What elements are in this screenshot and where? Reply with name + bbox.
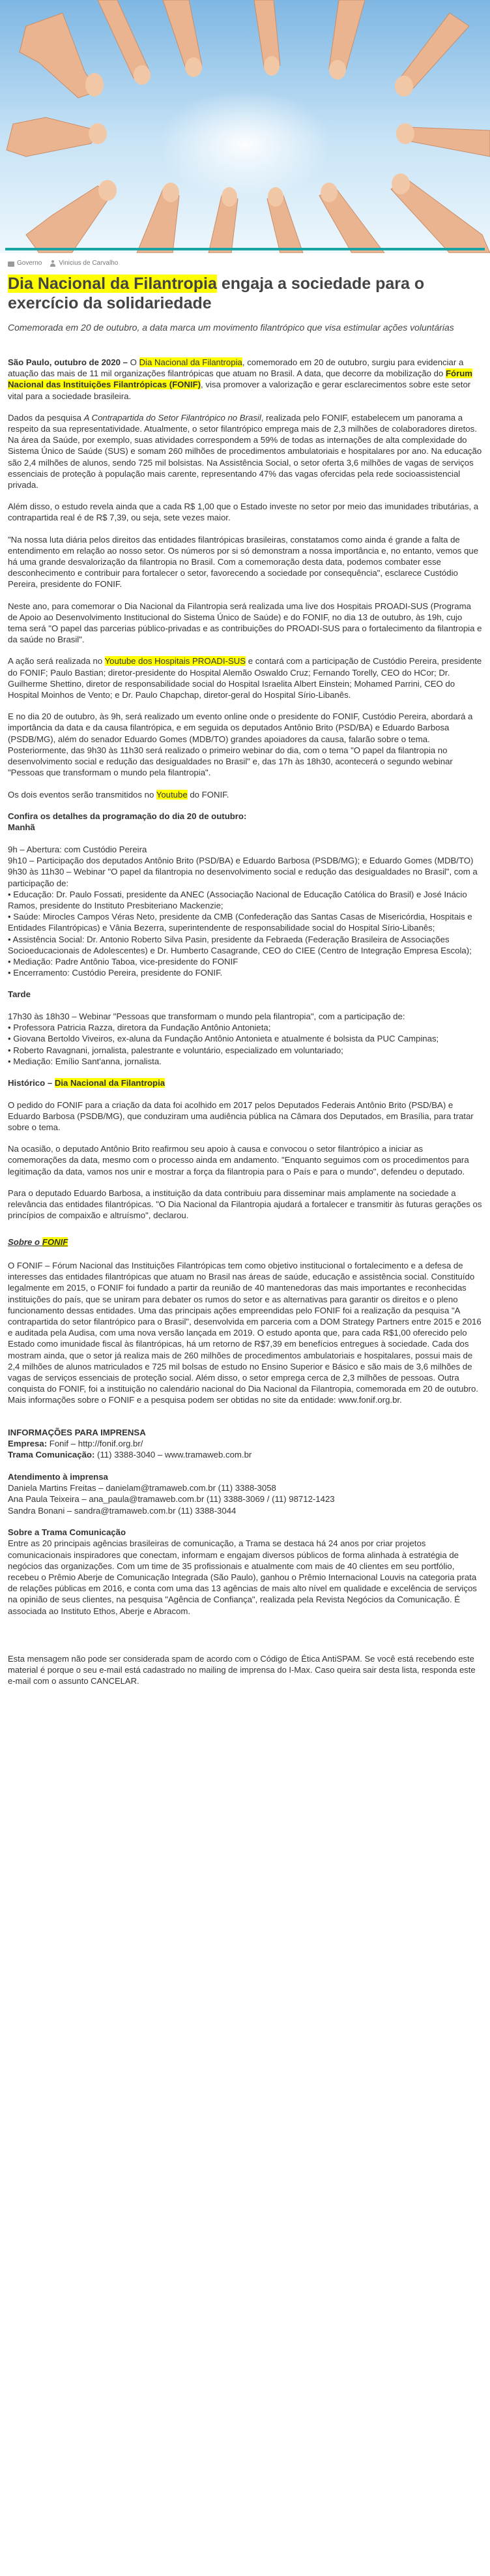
label: Empresa: <box>8 1439 48 1449</box>
schedule-item: • Educação: Dr. Paulo Fossati, presidente da ANEC (Associação Nacional de Educação Católica do Brasil) e José Inácio Ramos, presidente do Instituto Presbiteriano Mackenzie; <box>8 889 467 910</box>
afternoon-schedule <box>8 1011 482 1067</box>
value: Fonif – http://fonif.org.br/ <box>47 1439 143 1449</box>
about-title <box>8 1236 482 1248</box>
text: A ação será realizada no <box>8 656 105 666</box>
paragraph-quote: "Na nossa luta diária pelos direitos das entidades filantrópicas brasileiras, constatamos como ainda é grande a falta de entendimento em relação ao nosso setor. Os números por si só demonstram a nossa importância e, no entanto, vemos que há uma grande desvalorização da filantropia no Brasil. Com a comemoração desta data, podemos combater esse desconhecimento e contribuir para fortalecer o setor, favorecendo a sociedade por consequência", esclarece Custódio Pereira, presidente do FONIF. <box>8 534 479 590</box>
schedule-item: • Mediação: Emílio Sant'anna, jornalista. <box>8 1056 162 1066</box>
paragraph-intro <box>8 357 482 402</box>
hands-circle-illustration <box>0 0 490 253</box>
about-paragraph: O FONIF – Fórum Nacional das Instituições Filantrópicas tem como objetivo institucional o fortalecimento e a defesa de interesses das entidades filantrópicas que atuam no Brasil nas áreas de saúde, educação e assistência social. Constituído legalmente em 2015, o FONIF foi fundado a partir da reunião de 40 mantenedoras das mais importantes e reconhecidas instituições do país, que se uniram para debater os rumos do setor e as alternativas para garantir os direitos e o pleno funcionamento dessas entidades. Uma das principais ações empreendidas pelo FONIF foi a realização da pesquisa "A contrapartida do setor filantrópico para o Brasil", desenvolvida em parceria com a DOM Strategy Partners entre 2015 e 2016 e auditada pela Audisa, com uma nova versão lançada em 2019. O estudo aponta que, para cada R$1,00 oferecido pelo Estado como imunidade fiscal às filantrópicas, há um retorno de R$7,39 em benefícios entregues à sociedade. Cada dos mostram ainda, que o setor já realiza mais de 260 milhões de procedimentos ambulatoriais e hospitalares, possui mais de 2,4 milhões de alunos matriculados e 725 mil bolsas de estudo no Ensino Superior e Básico e são mais de 3,6 milhões de vagas de serviços essenciais de proteção social. Além disso, o setor emprega cerca de 2,3 milhões de pessoas. Outra conquista do FONIF, foi a instituição no calendário nacional do Dia Nacional da Filantropia, comemorada em 20 de outubro. Mais informações sobre o FONIF e a pesquisa podem ser obtidas no site da entidade: www.fonif.org.br. <box>8 1260 482 1405</box>
text: do FONIF. <box>187 789 229 800</box>
highlight: Dia Nacional da Filantropia <box>54 1077 166 1088</box>
text: , visa promover a valorização e gerar esclarecimentos sobre este setor vital para a sociedade brasileira. <box>8 380 471 401</box>
schedule-item: 9h – Abertura: com Custódio Pereira <box>8 844 147 854</box>
value: (11) 3388-3040 – www.tramaweb.com.br <box>94 1450 252 1460</box>
trama-title: Sobre a Trama Comunicação <box>8 1527 126 1537</box>
schedule-item: • Roberto Ravagnani, jornalista, palestrante e voluntário, especializado em voluntariado; <box>8 1045 343 1055</box>
contact-item: Sandra Bonani – sandra@tramaweb.com.br (11) 3388-3044 <box>8 1505 237 1516</box>
youtube-proadi-link[interactable]: Youtube dos Hospitais PROADI-SUS <box>104 656 246 666</box>
contact-item: Daniela Martins Freitas – danielam@tramaweb.com.br (11) 3388-3058 <box>8 1483 276 1493</box>
schedule-item: 17h30 às 18h30 – Webinar "Pessoas que transformam o mundo pela filantropia", com a participação de: <box>8 1011 405 1021</box>
schedule-item: • Mediação: Padre Antônio Taboa, vice-presidente do FONIF <box>8 956 238 966</box>
research-title: A Contrapartida do Setor Filantrópico no Brasil <box>83 412 261 423</box>
category-link[interactable]: Governo <box>17 260 42 267</box>
schedule-item: • Assistência Social: Dr. Antonio Roberto Silva Pasin, presidente da Febraeda (Federação Brasileira de Associações Socioeducacionais de Adolescentes) e Dr. Humberto Casagrande, CEO do CIEE (Centro de Integração Empresa Escola); <box>8 934 472 955</box>
morning-schedule <box>8 844 482 978</box>
morning-title: Manhã <box>8 822 35 833</box>
text: Sobre o <box>8 1237 40 1248</box>
text: O <box>127 357 139 367</box>
title-highlight: Dia Nacional da Filantropia <box>8 275 217 293</box>
schedule-item: 9h10 – Participação dos deputados Antônio Brito (PSD/BA) e Eduardo Barbosa (PSDB/MG); e Eduardo Gomes (MDB/TO) <box>8 856 474 866</box>
article-meta <box>8 258 118 269</box>
history-title <box>8 1077 482 1089</box>
text: , realizada pelo FONIF, estabelecem um panorama a respeito da sua representatividade. Atualmente, o setor filantrópico emprega mais de 2,3 milhões de colaboradores diretos. Na área da Saúde, por exemplo, suas atividades correspondem a 59% de todas as internações de alta complexidade do Sistema Único de Saúde (SUS) e somam 260 milhões de procedimentos ambulatoriais e hospitalares por ano. Na educação são 2,4 milhões de alunos, sendo 725 mil bolsistas. Na Assistência Social, o setor oferta 3,6 milhões de vagas de serviços essenciais de proteção à população mais carente, representando 47% das vagas ofercidas pela rede socioassistencial privada. <box>8 412 482 490</box>
paragraph-broadcast <box>8 789 482 800</box>
person-icon <box>50 260 56 267</box>
press-agency <box>8 1449 482 1460</box>
article-body <box>8 274 482 1697</box>
highlight: Fórum Nacional das Instituições Filantrópicas (FONIF) <box>8 368 473 390</box>
contact-item: Ana Paula Teixeira – ana_paula@tramaweb.com.br (11) 3388-3069 / (11) 98712-1423 <box>8 1494 335 1505</box>
article-title <box>8 274 482 313</box>
history-paragraph: Para o deputado Eduardo Barbosa, a instituição da data contribuiu para disseminar mais amplamente na sociedade a relevância das entidades filantrópicas. "O Dia Nacional da Filantropia ajudará a fortalecer e transmitir às futuras gerações os princípios de compaixão e altruísmo", declarou. <box>8 1188 482 1221</box>
paragraph-participants <box>8 655 482 700</box>
schedule-item: • Encerramento: Custódio Pereira, presidente do FONIF. <box>8 968 223 978</box>
trama-paragraph: Entre as 20 principais agências brasileiras de comunicação, a Trama se destaca há 24 anos por criar projetos comunicacionais inspiradores que conectam, informam e engajam diversos públicos de forma alinhada à estratégia de negócios das organizações. Com um time de 35 profissionais e atualmente com mais de 40 clientes em seu portfólio, recebeu o Prêmio Aberje de Comunicação Integrada (São Paulo), ganhou o Prêmio Internacional Louvis na categoria prata de relações públicas em 2016, e conta com uma das 13 agências de mais alto nível em qualidade e excelência de serviços na opinião de seus clientes, na pesquisa "Agência de Confiança", realizada pela Revista Negócios da Comunicação. É associada ao Instituto Ethos, Aberje e Abracom. <box>8 1538 477 1616</box>
schedule-item: 9h30 às 11h30 – Webinar "O papel da filantropia no desenvolvimento social e redução das desigualdades no Brasil", com a participação de: <box>8 867 478 888</box>
label: Trama Comunicação: <box>8 1450 95 1460</box>
highlight: Dia Nacional da Filantropia <box>139 357 242 367</box>
text: e contará com a participação de Custódio Pereira, presidente do FONIF; Paulo Bastian; diretor-presidente do Hospital Alemão Oswaldo Cruz; Fernando Torelly, CEO do HCor; Dr. Guilherme Shettino, diretor de responsabilidade social do Hospital Israelita Albert Einstein; Mohamed Parrini, CEO do Hospital Moinhos de Vento; e Dr. Paulo Chapchap, diretor-geral do Hospital Sírio-Libanês. <box>8 656 482 700</box>
press-contacts <box>8 1438 482 1460</box>
article-subtitle: Comemorada em 20 de outubro, a data marca um movimento filantrópico que visa estimular ações voluntárias <box>8 322 454 333</box>
history-paragraph: O pedido do FONIF para a criação da data foi acolhido em 2017 pelos Deputados Federais Antônio Brito (PSD/BA) e Eduardo Barbosa (PSDB/MG), que conduziram uma audiência pública na Câmara dos Deputados, em Brasília, para tratar sobre o tema. <box>8 1100 474 1132</box>
text: Os dois eventos serão transmitidos no <box>8 789 156 800</box>
folder-icon <box>8 262 14 267</box>
footer-note: Esta mensagem não pode ser considerada spam de acordo com o Código de Ética AntiSPAM. Se você está recebendo este material é porque o seu e-mail está cadastrado no mailing de imprensa do I-Max. Caso queira sair desta lista, responda este e-mail com o assunto CANCELAR. <box>8 1653 476 1686</box>
hero-image <box>0 0 490 253</box>
text: , comemorado em 20 de outubro, surgiu para evidenciar a atuação das mais de 11 mil organizações filantrópicas que atuam no Brasil. A data, que decorre da mobilização do <box>8 357 464 379</box>
service-title: Atendimento à imprensa <box>8 1471 108 1482</box>
press-company <box>8 1438 482 1449</box>
schedule-item: • Saúde: Mirocles Campos Véras Neto, presidente da CMB (Confederação das Santas Casas de Misericórdia, Hospitais e Entidades Filantrópicas) e Vânia Bezerra, superintendente de responsabilidade social do Hospital Sírio-Libanês; <box>8 912 472 933</box>
paragraph-research <box>8 412 482 490</box>
press-title: INFORMAÇÕES PARA IMPRENSA <box>8 1427 146 1437</box>
hero-accent-bar <box>5 248 485 250</box>
schedule-item: • Giovana Bertoldo Viveiros, ex-aluna da Fundação Antônio Antonieta e atualmente é bolsista da PUC Campinas; <box>8 1034 439 1044</box>
service-contacts <box>8 1482 482 1516</box>
program-title: Confira os detalhes da programação do dia 20 de outubro: <box>8 811 247 821</box>
paragraph-tax: Além disso, o estudo revela ainda que a cada R$ 1,00 que o Estado investe no setor por meio das imunidades tributárias, a contrapartida real é de R$ 7,39, ou seja, sete vezes maior. <box>8 502 479 523</box>
youtube-link[interactable]: Youtube <box>156 789 188 800</box>
history-paragraph: Na ocasião, o deputado Antônio Brito reafirmou seu apoio à causa e convocou o setor filantrópico a iniciar as comemorações da data, mesmo com o processo ainda em andamento. "Enquanto seguimos com os procedimentos para legitimação da data, vamos nos unir e mostrar a força da filantropia para o País e para o mundo", defendeu o deputado. <box>8 1144 469 1176</box>
text: Dados da pesquisa <box>8 412 84 423</box>
author-link[interactable]: Vinicius de Carvalho <box>59 260 119 267</box>
afternoon-title: Tarde <box>8 989 31 1000</box>
highlight: FONIF <box>42 1237 68 1248</box>
paragraph-event: E no dia 20 de outubro, às 9h, será realizado um evento online onde o presidente do FONIF, Custódio Pereira, abordará a importância da data e da causa filantrópica, e em seguida os deputados Antônio Brito (PSD/BA) e Eduardo Barbosa (PSDB/MG), além do senador Eduardo Gomes (MDB/TO) grandes apoiadores da causa, falarão sobre o tema. Posteriormente, das 9h30 às 11h30 será realizado o primeiro webinar do dia, com o tema "O papel da filantropia no desenvolvimento social e redução das desigualdades no Brasil" e, das 17h às 18h30, acontecerá o segundo webinar "Pessoas que transformam o mundo pela filantropia". <box>8 711 473 778</box>
paragraph-live: Neste ano, para comemorar o Dia Nacional da Filantropia será realizada uma live dos Hospitais PROADI-SUS (Programa de Apoio ao Desenvolvimento Institucional do Sistema Único de Saúde) e do FONIF, no dia 13 de outubro, às 19h, cujo tema será "O papel das parcerias público-privadas e as contribuições do PROADI-SUS para o fortalecimento da filantropia e da saúde no Brasil". <box>8 601 482 645</box>
dateline: São Paulo, outubro de 2020 – <box>8 357 128 367</box>
title-rest: engaja a sociedade para o exercício da solidariedade <box>8 275 425 312</box>
text: Histórico – <box>8 1077 53 1088</box>
schedule-item: • Professora Patricia Razza, diretora da Fundação Antônio Antonieta; <box>8 1023 271 1033</box>
